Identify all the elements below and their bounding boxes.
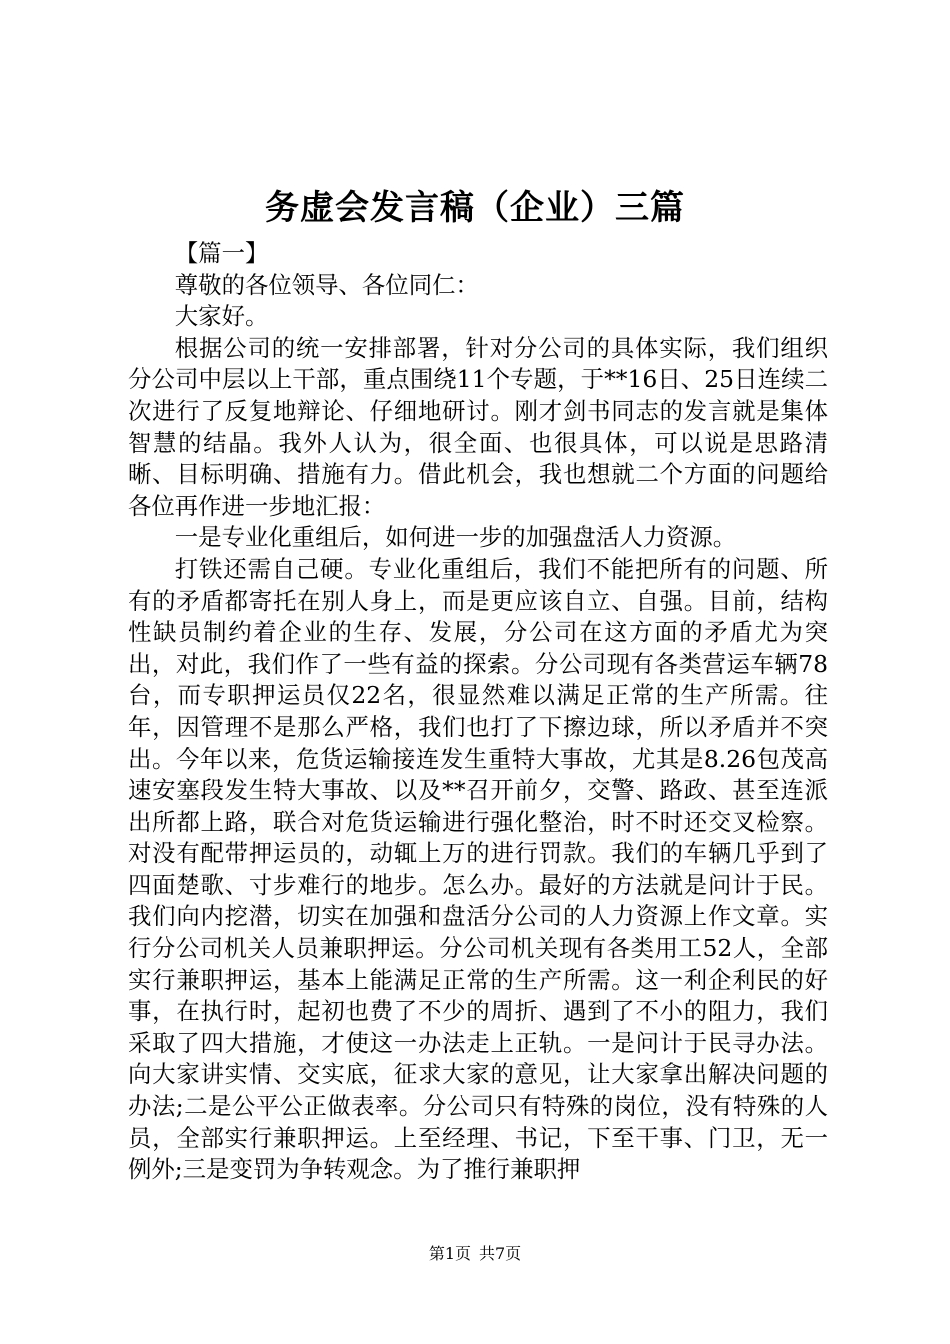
document-title: 务虚会发言稿（企业）三篇 <box>265 188 685 228</box>
page-number: 第1页 <box>428 1244 471 1263</box>
paragraph-point-one: 一是专业化重组后，如何进一步的加强盘活人力资源。 <box>174 523 737 552</box>
salutation: 尊敬的各位领导、各位同仁： <box>174 270 479 299</box>
greeting: 大家好。 <box>174 302 269 331</box>
document-body <box>128 238 828 1186</box>
section-heading: 【篇一】 <box>174 239 269 267</box>
page-total: 共7页 <box>479 1244 522 1263</box>
paragraph-intro: 根据公司的统一安排部署，针对分公司的具体实际，我们组织分公司中层以上干部，重点围绕11个专题，于**16日、25日连续二次进行了反复地辩论、仔细地研讨。刚才剑书同志的发言就是集体智慧的结晶。我外人认为，很全面、也很具体，可以说是思路清晰、目标明确、措施有力。借此机会，我也想就二个方面的问题给各位再作进一步地汇报： <box>128 333 828 520</box>
page-footer <box>0 1244 950 1264</box>
paragraph-main: 打铁还需自己硬。专业化重组后，我们不能把所有的问题、所有的矛盾都寄托在别人身上，而是更应该自立、自强。目前，结构性缺员制约着企业的生存、发展，分公司在这方面的矛盾尤为突出，对此，我们作了一些有益的探索。分公司现有各类营运车辆78台，而专职押运员仅22名，很显然难以满足正常的生产所需。往年，因管理不是那么严格，我们也打了下擦边球，所以矛盾并不突出。今年以来，危货运输接连发生重特大事故，尤其是8.26包茂高速安塞段发生特大事故、以及**召开前夕，交警、路政、甚至连派出所都上路，联合对危货运输进行强化整治，时不时还交叉检察。对没有配带押运员的，动辄上万的进行罚款。我们的车辆几乎到了四面楚歌、寸步难行的地步。怎么办。最好的方法就是问计于民。我们向内挖潜，切实在加强和盘活分公司的人力资源上作文章。实行分公司机关人员兼职押运。分公司机关现有各类用工52人，全部实行兼职押运，基本上能满足正常的生产所需。这一利企利民的好事，在执行时，起初也费了不少的周折、遇到了不小的阻力，我们采取了四大措施，才使这一办法走上正轨。一是问计于民寻办法。向大家讲实情、交实底，征求大家的意见，让大家拿出解决问题的办法;二是公平公正做表率。分公司只有特殊的岗位，没有特殊的人员，全部实行兼职押运。上至经理、书记，下至干事、门卫，无一例外;三是变罚为争转观念。为了推行兼职押 <box>128 554 828 1184</box>
